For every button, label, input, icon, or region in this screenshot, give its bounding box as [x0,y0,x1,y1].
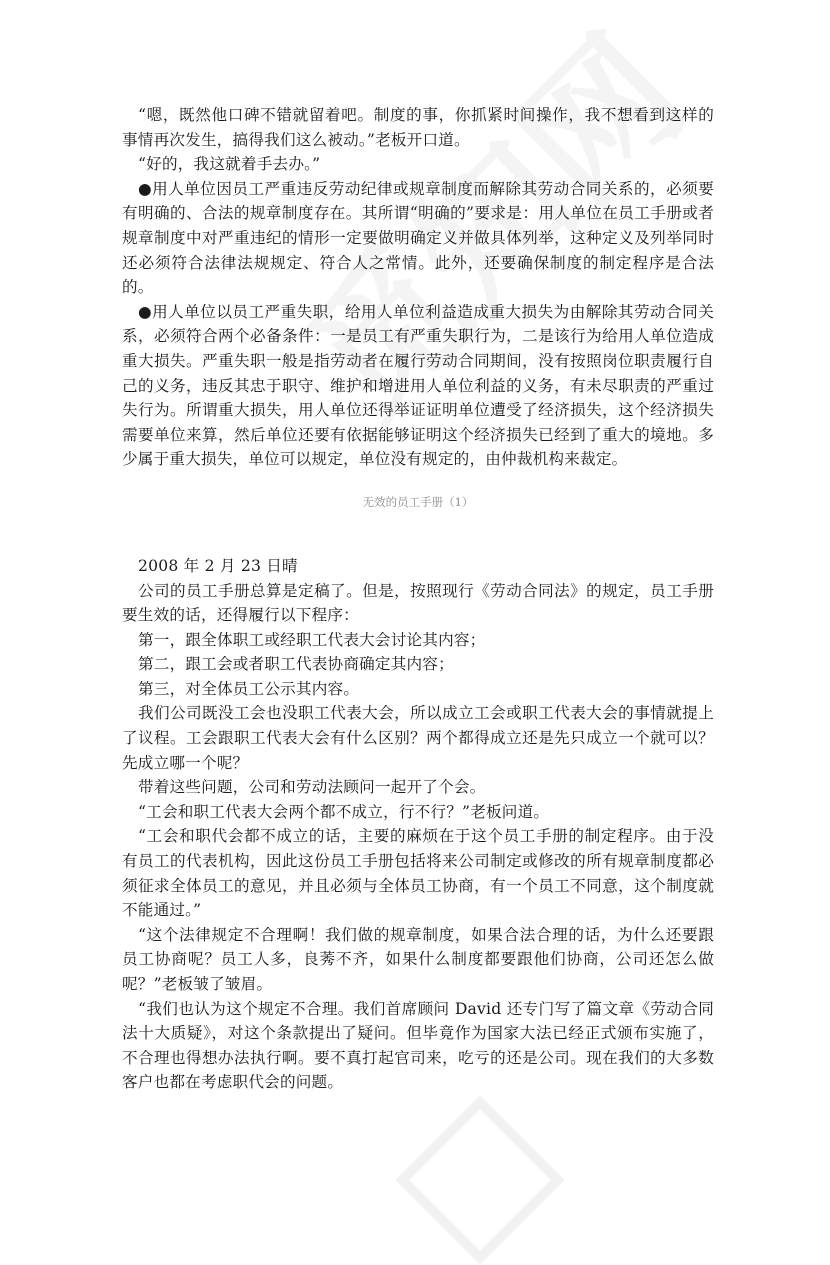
bullet-paragraph: ●用人单位以员工严重失职，给用人单位利益造成重大损失为由解除其劳动合同关系，必须符合两个必备条件：一是员工有严重失职行为，二是该行为给用人单位造成重大损失。严重失职一般是指劳动者在履行劳动合同期间，没有按照岗位职责履行自己的义务，违反其忠于职守、维护和增进用人单位利益的义务，有未尽职责的严重过失行为。所谓重大损失，用人单位还得举证证明单位遭受了经济损失，这个经济损失需要单位来算，然后单位还要有依据能够证明这个经济损失已经到了重大的境地。多少属于重大损失，单位可以规定，单位没有规定的，由仲裁机构来裁定。 [122,302,714,469]
section-title: 无效的员工手册（1） [362,494,474,509]
dialogue-paragraph: “我们也认为这个规定不合理。我们首席顾问 David 还专门写了篇文章《劳动合同法十大质疑》，对这个条款提出了疑问。但毕竟作为国家大法已经正式颁布实施了，不合理也得想办法执行啊。要不真打起官司来，吃亏的还是公司。现在我们的大多数客户也都在考虑职代会的问题。 [122,999,714,1092]
list-item: 第二，跟工会或者职工代表协商确定其内容； [138,655,454,674]
document-page [122,103,714,1095]
list-item: 第一，跟全体职工或经职工代表大会讨论其内容； [138,630,486,649]
watermark-logo-icon [395,1095,565,1265]
dialogue-paragraph: “这个法律规定不合理啊！我们做的规章制度，如果合法合理的话，为什么还要跟员工协商呢？员工人多，良莠不齐，如果什么制度都要跟他们协商，公司还怎么做呢？”老板皱了皱眉。 [122,925,714,993]
bullet-paragraph: ●用人单位因员工严重违反劳动纪律或规章制度而解除其劳动合同关系的，必须要有明确的、合法的规章制度存在。其所谓“明确的”要求是：用人单位在员工手册或者规章制度中对严重违纪的情形一定要做明确定义并做具体列举，这种定义及列举同时还必须符合法律法规规定、符合人之常情。此外，还要确保制度的制定程序是合法的。 [122,179,714,297]
spacer [122,512,714,554]
date-line: 2008 年 2 月 23 日晴 [138,556,298,575]
paragraph: 带着这些问题，公司和劳动法顾问一起开了个会。 [138,778,486,797]
paragraph: “好的，我这就着手去办。” [138,155,321,174]
list-item: 第三，对全体员工公示其内容。 [138,679,360,698]
paragraph: 我们公司既没工会也没职工代表大会，所以成立工会或职工代表大会的事情就提上了议程。工会跟职工代表大会有什么区别？两个都得成立还是先只成立一个就可以？先成立哪一个呢？ [122,704,714,772]
paragraph: 公司的员工手册总算是定稿了。但是，按照现行《劳动合同法》的规定，员工手册要生效的话，还得履行以下程序： [122,581,714,625]
dialogue-paragraph: “工会和职代会都不成立的话，主要的麻烦在于这个员工手册的制定程序。由于没有员工的代表机构，因此这份员工手册包括将来公司制定或修改的所有规章制度都必须征求全体员工的意见，并且必须与全体员工协商，有一个员工不同意，这个制度就不能通过。” [122,827,714,920]
dialogue-paragraph: “工会和职工代表大会两个都不成立，行不行？”老板问道。 [138,802,550,821]
paragraph: “嗯，既然他口碑不错就留着吧。制度的事，你抓紧时间操作，我不想看到这样的事情再次发生，搞得我们这么被动。”老板开口道。 [122,106,714,149]
